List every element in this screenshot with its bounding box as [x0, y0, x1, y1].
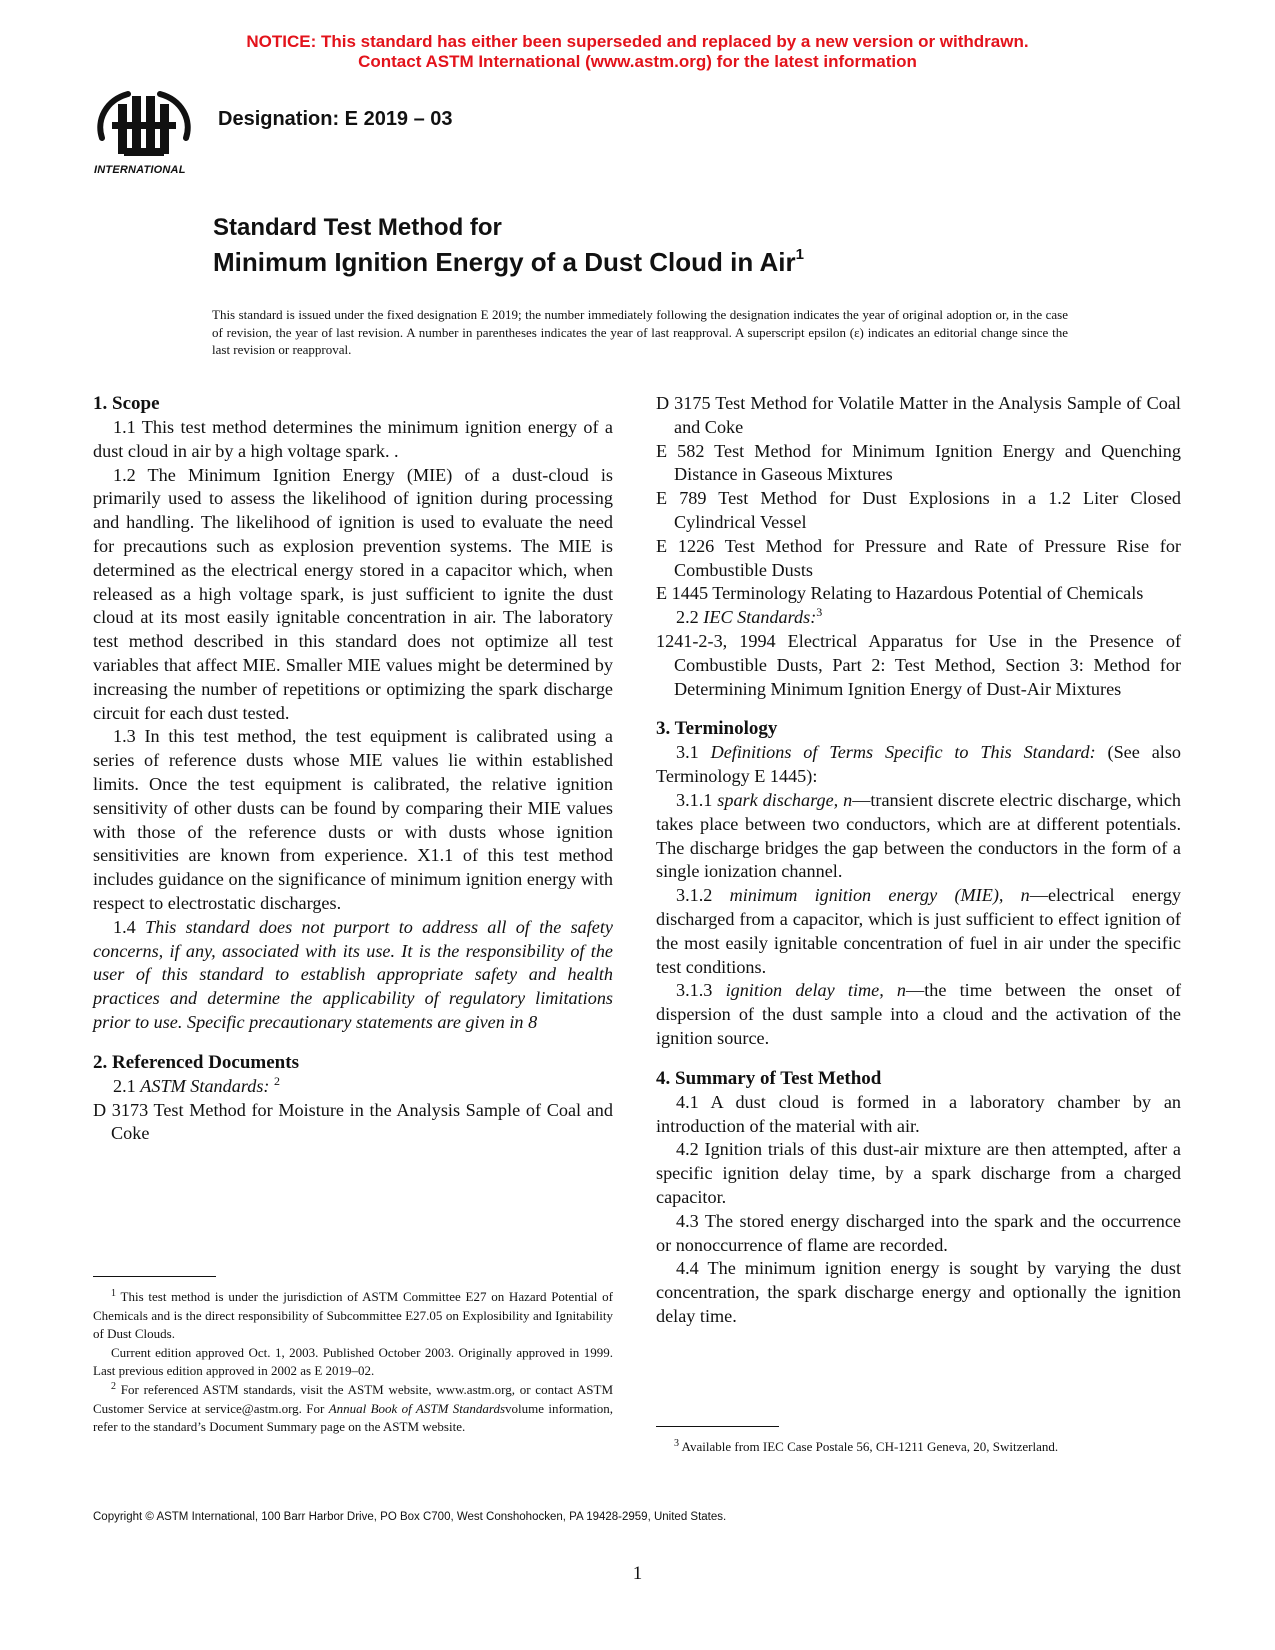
title-line-1: Standard Test Method for — [213, 214, 502, 241]
para-1-4 — [93, 916, 613, 1035]
para-3-1-2-num: 3.1.2 — [676, 885, 713, 906]
para-4-1: 4.1 A dust cloud is formed in a laboratory chamber by an introduction of the material with air. — [656, 1091, 1181, 1136]
supersede-notice — [0, 32, 1275, 72]
ref-e1445: E 1445 Terminology Relating to Hazardous Potential of Chemicals — [656, 583, 1144, 604]
footnote-2 — [93, 1381, 613, 1437]
astm-international-logo — [88, 86, 200, 178]
ref-iec-1241: 1241-2-3, 1994 Electrical Apparatus for Use in the Presence of Combustible Dusts, Part 2: Test Method, Section 3: Method for Determining Minimum Ignition Energy of Dust-Air Mixtures — [656, 630, 1181, 699]
para-3-1-num: 3.1 — [676, 742, 699, 763]
para-3-1-3-num: 3.1.3 — [676, 980, 713, 1001]
para-3-1-2 — [656, 884, 1181, 979]
standard-preamble: This standard is issued under the fixed designation E 2019; the number immediately following the designation indicates the year of original adoption or, in the case of revision, the year of last revision. A number in parentheses indicates the year of last reapproval. A superscript epsilon (ε) indicates an editorial change since the last revision or reapproval. — [212, 307, 1068, 357]
designation: Designation: E 2019 – 03 — [218, 108, 453, 130]
para-3-1-label: Definitions of Terms Specific to This Standard: — [710, 742, 1096, 763]
notice-line-1: NOTICE: This standard has either been superseded and replaced by a new version or withdrawn. — [246, 32, 1029, 51]
footnotes-right — [656, 1438, 1181, 1457]
ref-d3173: D 3173 Test Method for Moisture in the Analysis Sample of Coal and Coke — [93, 1099, 613, 1144]
para-3-1-rest: (See also Terminology E 1445): — [656, 742, 1181, 787]
term-mie: minimum ignition energy (MIE), n — [729, 885, 1030, 906]
heading-summary: 4. Summary of Test Method — [656, 1067, 882, 1089]
right-column — [656, 392, 1181, 1329]
ref-d3175: D 3175 Test Method for Volatile Matter in the Analysis Sample of Coal and Coke — [656, 393, 1181, 437]
para-3-1-3 — [656, 979, 1181, 1050]
para-1-3: 1.3 In this test method, the test equipment is calibrated using a series of reference dusts whose MIE values lie within established limits. Once the test equipment is calibrated, the relative ignition sensitivity of other dusts can be found by comparing their MIE values with those of the reference dusts or with dusts whose ignition sensitivities are known from experience. X1.1 of this test method includes guidance on the significance of minimum ignition energy with respect to electrostatic discharges. — [93, 726, 613, 913]
term-ignition-delay-time: ignition delay time, n — [725, 980, 907, 1001]
footnote-rule-right — [656, 1426, 779, 1427]
para-1-4-text: This standard does not purport to address all of the safety concerns, if any, associated with its use. It is the responsibility of the user of this standard to establish appropriate safety and health practices and determine the applicability of regulatory limitations prior to use. Specific precautionary statements are given in 8 — [93, 916, 613, 1032]
footnote-2-mark: 2 — [111, 1380, 116, 1392]
heading-terminology: 3. Terminology — [656, 718, 778, 740]
para-4-3: 4.3 The stored energy discharged into the spark and the occurrence or nonoccurrence of flame are recorded. — [656, 1210, 1181, 1255]
footnote-3 — [656, 1438, 1181, 1457]
footnote-2-text-b: volume information, refer to the standard’s Document Summary page on the ASTM website. — [93, 1400, 614, 1435]
astm-logo-icon — [88, 86, 200, 166]
footnote-1b: Current edition approved Oct. 1, 2003. Published October 2003. Originally approved in 1999. Last previous edition approved in 2002 as E 2019–02. — [93, 1344, 613, 1379]
footnote-2-book-title: Annual Book of ASTM Standards — [328, 1400, 506, 1416]
title-footnote-mark[interactable]: 1 — [795, 246, 804, 263]
page-number: 1 — [632, 1563, 643, 1584]
para-1-2: 1.2 The Minimum Ignition Energy (MIE) of a dust-cloud is primarily used to assess the likelihood of ignition during processing and handling. The likelihood of ignition is used to evaluate the need for precautions such as explosion prevention systems. The MIE is determined as the electrical energy stored in a capacitor which, when released as a high voltage spark, is just sufficient to ignite the dust cloud at its most easily ignitable concentration in air. The laboratory test method described in this standard does not optimize all test variables that affect MIE. Smaller MIE values might be determined by increasing the number of repetitions or optimizing the spark discharge circuit for each dust tested. — [93, 464, 613, 723]
title-line-2 — [213, 246, 804, 278]
def-mie: —electrical energy discharged from a capacitor, which is just sufficient to effect ignition of the most easily ignitable concentration of fuel in air under the specific test conditions. — [656, 885, 1181, 977]
footnote-1a — [93, 1288, 613, 1344]
footnote-1a-text: This test method is under the jurisdiction of ASTM Committee E27 on Hazard Potential of Chemicals and is the direct responsibility of Subcommittee E27.05 on Explosibility and Ignitability of Dust Clouds. — [93, 1289, 613, 1342]
para-3-1-1 — [656, 789, 1181, 884]
heading-scope: 1. Scope — [93, 393, 160, 414]
footnote-rule-left — [93, 1276, 216, 1277]
title-text: Minimum Ignition Energy of a Dust Cloud in Air — [213, 247, 796, 277]
footnote-1-mark: 1 — [111, 1288, 116, 1299]
left-column — [93, 392, 613, 1146]
para-2-2-num: 2.2 — [676, 607, 699, 628]
copyright-line: Copyright © ASTM International, 100 Barr Harbor Drive, PO Box C700, West Conshohocken, PA 19428-2959, United States. — [93, 1511, 727, 1523]
para-2-2-label: IEC Standards: — [703, 607, 817, 628]
term-spark-discharge: spark discharge, n — [717, 789, 853, 810]
notice-line-2: Contact ASTM International (www.astm.org) for the latest information — [358, 52, 917, 71]
para-1-4-num: 1.4 — [113, 916, 136, 937]
def-spark-discharge: —transient discrete electric discharge, which takes place between two conductors, which are at different potentials. The discharge bridges the gap between the conductors in the form of a single ionization channel. — [656, 789, 1181, 882]
heading-referenced-documents: 2. Referenced Documents — [93, 1051, 299, 1073]
footnote-2-text-a: For referenced ASTM standards, visit the ASTM website, www.astm.org, or contact ASTM Customer Service at service@astm.org. For — [93, 1381, 614, 1416]
para-3-1 — [656, 741, 1181, 789]
footnote-mark-2[interactable]: 2 — [274, 1073, 280, 1088]
para-4-4: 4.4 The minimum ignition energy is sought by varying the dust concentration, the spark discharge energy and optionally the ignition delay time. — [656, 1258, 1181, 1326]
para-4-2: 4.2 Ignition trials of this dust-air mixture are then attempted, after a specific ignition delay time, by a spark discharge from a charged capacitor. — [656, 1139, 1181, 1207]
para-2-1 — [93, 1075, 613, 1099]
def-ignition-delay-time: —the time between the onset of dispersion of the dust sample into a cloud and the activation of the ignition source. — [656, 980, 1182, 1048]
para-1-1: 1.1 This test method determines the minimum ignition energy of a dust cloud in air by a high voltage spark. . — [93, 417, 613, 461]
para-2-1-num: 2.1 — [113, 1075, 136, 1096]
logo-caption: INTERNATIONAL — [94, 164, 186, 176]
footnote-3-mark: 3 — [674, 1438, 679, 1449]
ref-e789: E 789 Test Method for Dust Explosions in a 1.2 Liter Closed Cylindrical Vessel — [656, 488, 1181, 532]
footnote-3-text: Available from IEC Case Postale 56, CH-1211 Geneva, 20, Switzerland. — [681, 1439, 1059, 1454]
para-3-1-1-num: 3.1.1 — [676, 789, 713, 810]
footnote-mark-3[interactable]: 3 — [816, 605, 823, 620]
para-2-1-label: ASTM Standards: — [140, 1075, 270, 1096]
ref-e1226: E 1226 Test Method for Pressure and Rate of Pressure Rise for Combustible Dusts — [656, 535, 1181, 580]
ref-e582: E 582 Test Method for Minimum Ignition Energy and Quenching Distance in Gaseous Mixtures — [656, 440, 1181, 485]
para-2-2 — [656, 606, 1181, 630]
footnotes-left — [93, 1288, 613, 1437]
